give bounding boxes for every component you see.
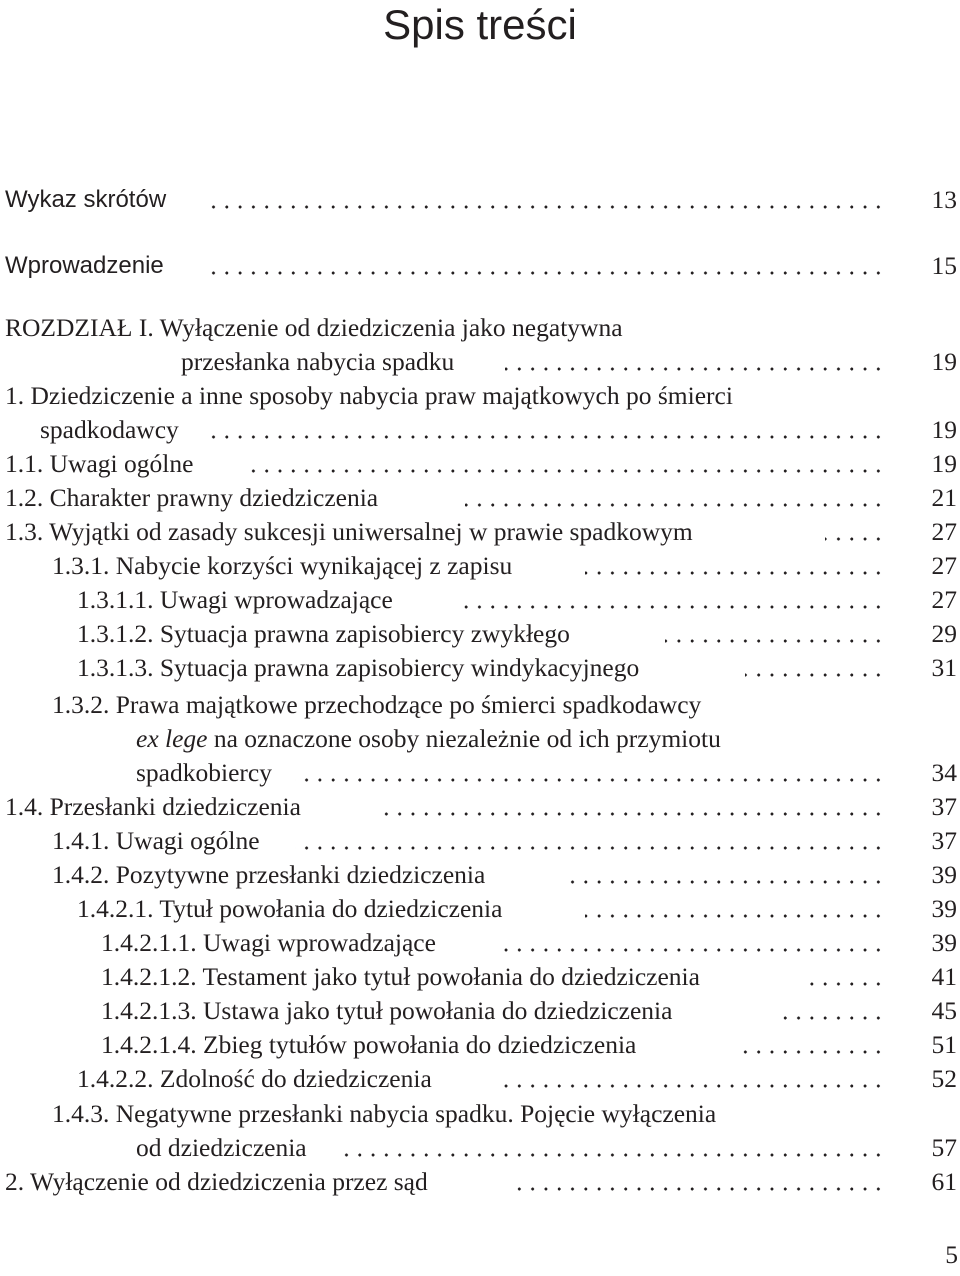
dot-leader — [205, 205, 885, 209]
toc-entry-line — [5, 688, 957, 722]
dot-leader — [295, 846, 885, 850]
toc-entry-page: 37 — [931, 792, 957, 821]
toc-entry[interactable] — [5, 617, 957, 651]
toc-entry[interactable] — [5, 994, 957, 1028]
toc-entry-title: spadkodawcy — [40, 413, 184, 447]
toc-entry-title: 1.4.3. Negatywne przesłanki nabycia spadku. Pojęcie wyłączenia — [52, 1097, 721, 1131]
toc-entry-page: 51 — [931, 1030, 957, 1059]
toc-entry-title: 1.3.1.2. Sytuacja prawna zapisobiercy zwykłego — [77, 617, 575, 651]
toc-entry-title: od dziedziczenia — [136, 1131, 312, 1165]
toc-entry-title: Wykaz skrótów — [5, 183, 171, 217]
toc-entry-page: 39 — [931, 894, 957, 923]
toc-entry-title: 1.4.2.1. Tytuł powołania do dziedziczenia — [77, 892, 507, 926]
toc-entry-title: 1.1. Uwagi ogólne — [5, 447, 198, 481]
toc-entry-title: 1.3.2. Prawa majątkowe przechodzące po śmierci spadkodawcy — [52, 688, 706, 722]
toc-entry-page: 19 — [931, 347, 957, 376]
toc-entry-page: 19 — [931, 415, 957, 444]
toc-entry-page: 39 — [931, 928, 957, 957]
toc-entry-title — [136, 722, 726, 756]
toc-entry-page: 27 — [931, 517, 957, 546]
toc-entry-title: 1.2. Charakter prawny dziedziczenia — [5, 481, 383, 515]
toc-entry-title: 2. Wyłączenie od dziedziczenia przez sąd — [5, 1165, 433, 1199]
toc-entry[interactable] — [5, 1131, 957, 1165]
toc-entry-title: 1.3.1.1. Uwagi wprowadzające — [77, 583, 398, 617]
dot-leader — [735, 1050, 885, 1054]
toc-entry-page: 41 — [931, 962, 957, 991]
toc-entry-page: 52 — [931, 1064, 957, 1093]
toc-entry-title: Wprowadzenie — [5, 249, 169, 283]
toc-entry-page: 15 — [931, 251, 957, 280]
toc-entry[interactable] — [5, 790, 957, 824]
dot-leader — [495, 948, 885, 952]
toc-entry-page: 45 — [931, 996, 957, 1025]
toc-entry-title: 1.3.1.3. Sytuacja prawna zapisobiercy windykacyjnego — [77, 651, 644, 685]
toc-entry-page: 37 — [931, 826, 957, 855]
toc-entry[interactable] — [5, 1062, 957, 1096]
dot-leader — [515, 1187, 885, 1191]
toc-entry-line — [5, 722, 957, 756]
toc-entry-title: 1.4.2.2. Zdolność do dziedziczenia — [77, 1062, 437, 1096]
dot-leader — [825, 537, 885, 541]
dot-leader — [375, 812, 885, 816]
toc-entry-title: 1. Dziedziczenie a inne sposoby nabycia praw majątkowych po śmierci — [5, 379, 738, 413]
toc-entry-title: 1.4.2. Pozytywne przesłanki dziedziczenia — [52, 858, 490, 892]
toc-entry-page: 31 — [931, 653, 957, 682]
toc-entry-title: spadkobiercy — [136, 756, 277, 790]
toc-entry-title: przesłanka nabycia spadku — [181, 345, 459, 379]
toc-entry[interactable] — [5, 960, 957, 994]
page-number: 5 — [945, 1240, 958, 1269]
dot-leader — [665, 639, 885, 643]
dot-leader — [745, 673, 885, 677]
dot-leader — [505, 367, 885, 371]
toc-entry[interactable] — [5, 892, 957, 926]
toc-entry-title: 1.4.2.1.2. Testament jako tytuł powołania do dziedziczenia — [101, 960, 705, 994]
toc-entry[interactable] — [5, 858, 957, 892]
toc-entry[interactable] — [5, 249, 957, 283]
toc-entry-page: 27 — [931, 551, 957, 580]
toc-entry-page: 57 — [931, 1133, 957, 1162]
toc-entry-title: ROZDZIAŁ I. Wyłączenie od dziedziczenia jako negatywna — [5, 311, 628, 345]
dot-leader — [585, 914, 885, 918]
toc-entry-page: 29 — [931, 619, 957, 648]
toc-entry-page: 39 — [931, 860, 957, 889]
toc-entry-page: 19 — [931, 449, 957, 478]
toc-entry-page: 27 — [931, 585, 957, 614]
toc-entry[interactable] — [5, 1165, 957, 1199]
toc-entry-title: 1.4.2.1.1. Uwagi wprowadzające — [101, 926, 441, 960]
dot-leader — [805, 982, 885, 986]
toc-entry-line — [5, 1097, 957, 1131]
dot-leader — [295, 778, 885, 782]
toc-entry-title: 1.3. Wyjątki od zasady sukcesji uniwersalnej w prawie spadkowym — [5, 515, 698, 549]
dot-leader — [495, 1084, 885, 1088]
toc-entry[interactable] — [5, 481, 957, 515]
toc-entry-title: 1.4. Przesłanki dziedziczenia — [5, 790, 306, 824]
latin-phrase: ex lege — [136, 724, 208, 753]
toc-entry-title-rest: na oznaczone osoby niezależnie od ich przymiotu — [207, 724, 721, 753]
toc-entry-page: 13 — [931, 185, 957, 214]
toc-entry[interactable] — [5, 756, 957, 790]
toc-entry[interactable] — [5, 1028, 957, 1062]
toc-entry[interactable] — [5, 549, 957, 583]
toc-entry[interactable] — [5, 345, 957, 379]
dot-leader — [335, 1153, 885, 1157]
dot-leader — [585, 571, 885, 575]
toc-entry[interactable] — [5, 926, 957, 960]
toc-entry[interactable] — [5, 183, 957, 217]
dot-leader — [205, 435, 885, 439]
dot-leader — [775, 1016, 885, 1020]
toc-entry[interactable] — [5, 824, 957, 858]
dot-leader — [465, 503, 885, 507]
toc-entry[interactable] — [5, 515, 957, 549]
toc-entry-title: 1.3.1. Nabycie korzyści wynikającej z zapisu — [52, 549, 517, 583]
page-title: Spis treści — [383, 1, 577, 48]
toc-entry-title: 1.4.1. Uwagi ogólne — [52, 824, 265, 858]
toc-entry-line — [5, 311, 957, 345]
toc-entry-title: 1.4.2.1.3. Ustawa jako tytuł powołania do dziedziczenia — [101, 994, 677, 1028]
dot-leader — [205, 271, 885, 275]
toc-entry[interactable] — [5, 447, 957, 481]
dot-leader — [245, 469, 885, 473]
toc-entry-page: 34 — [931, 758, 957, 787]
toc-entry-line — [5, 379, 957, 413]
toc-entry-page: 61 — [931, 1167, 957, 1196]
toc-entry-page: 21 — [931, 483, 957, 512]
dot-leader — [565, 880, 885, 884]
toc-entry-title: 1.4.2.1.4. Zbieg tytułów powołania do dziedziczenia — [101, 1028, 641, 1062]
dot-leader — [455, 605, 885, 609]
toc-entry[interactable] — [5, 651, 957, 685]
toc-entry[interactable] — [5, 583, 957, 617]
toc-entry[interactable] — [5, 413, 957, 447]
